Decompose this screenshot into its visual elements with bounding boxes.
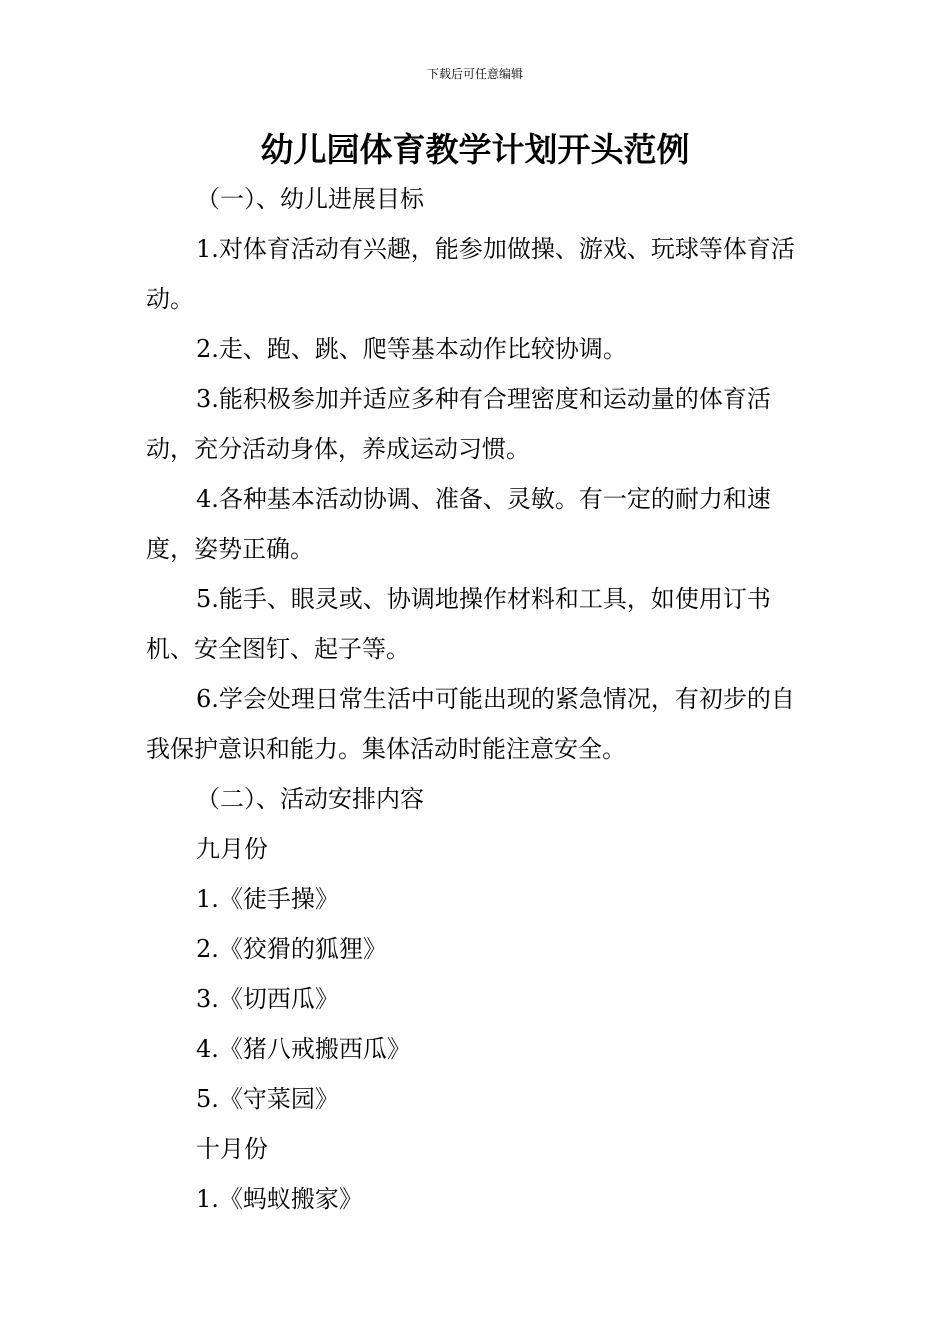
activity-item: 3.《切西瓜》 (196, 985, 339, 1013)
month-heading-october: 十月份 (196, 1135, 268, 1163)
activity-item: 1.《蚂蚁搬家》 (196, 1185, 363, 1213)
activity-item: 2.《狡猾的狐狸》 (196, 935, 387, 963)
goal-item-4: 4.各种基本活动协调、准备、灵敏。有一定的耐力和速度，姿势正确。 (146, 485, 771, 563)
goal-item-1: 1.对体育活动有兴趣，能参加做操、游戏、玩球等体育活动。 (146, 235, 795, 313)
section-heading-goals: （一）、幼儿进展目标 (196, 185, 424, 213)
goal-item-6: 6.学会处理日常生活中可能出现的紧急情况，有初步的自我保护意识和能力。集体活动时能注意安全。 (146, 685, 795, 763)
month-heading-september: 九月份 (196, 835, 268, 863)
activity-item: 4.《猪八戒搬西瓜》 (196, 1035, 411, 1063)
document-body (146, 174, 806, 1224)
document-title: 幼儿园体育教学计划开头范例 (260, 130, 690, 169)
header-note: 下载后可任意编辑 (426, 67, 523, 81)
goal-item-3: 3.能积极参加并适应多种有合理密度和运动量的体育活动，充分活动身体，养成运动习惯。 (146, 385, 771, 463)
activity-item: 1.《徒手操》 (196, 885, 339, 913)
section-heading-activities: （二）、活动安排内容 (196, 785, 424, 813)
goal-item-2: 2.走、跑、跳、爬等基本动作比较协调。 (196, 335, 627, 363)
activity-item: 5.《守菜园》 (196, 1085, 339, 1113)
goal-item-5: 5.能手、眼灵或、协调地操作材料和工具，如使用订书机、安全图钉、起子等。 (146, 585, 771, 663)
